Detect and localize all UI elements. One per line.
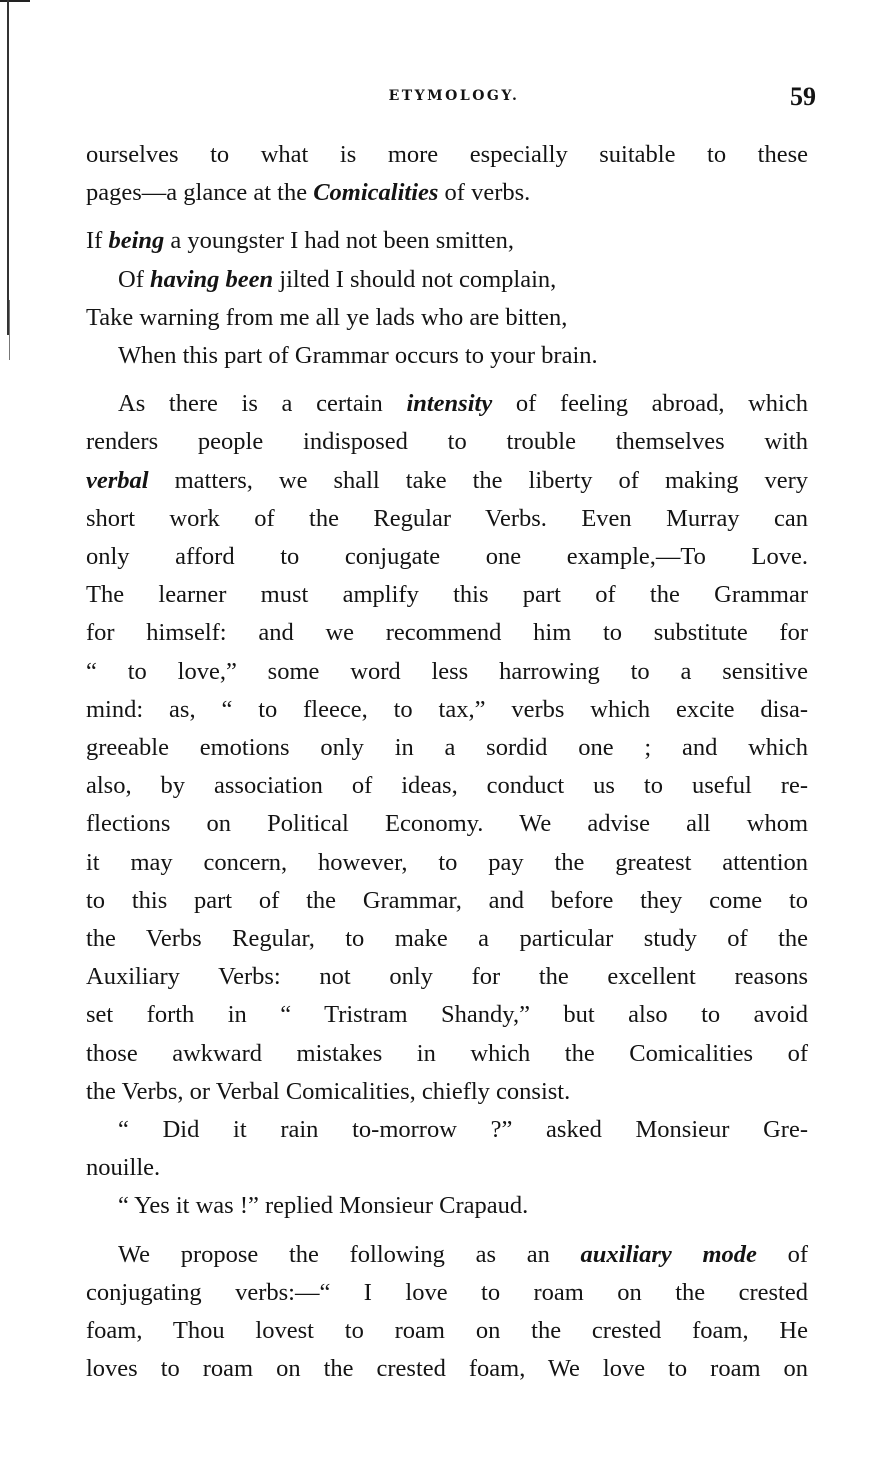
text-line: those awkward mistakes in which the Comicalities of (86, 1039, 808, 1067)
dialogue (86, 1111, 808, 1226)
page-header (88, 82, 820, 122)
text-line: for himself: and we recommend him to substitute for (86, 619, 808, 647)
text-line: the Verbs Regular, to make a particular study of the (86, 925, 808, 953)
scan-edge-left (7, 0, 9, 335)
text-line: “ to love,” some word less harrowing to a sensitive (86, 657, 808, 685)
text-line: conjugating verbs:—“ I love to roam on the crested (86, 1278, 808, 1306)
text-line: We propose the following as an auxiliary mode of (118, 1240, 808, 1268)
text-line: “ Yes it was !” replied Monsieur Crapaud. (118, 1192, 529, 1220)
running-title: ETYMOLOGY. (388, 88, 520, 104)
text-line: short work of the Regular Verbs. Even Murray can (86, 504, 808, 532)
verse-line: When this part of Grammar occurs to your brain. (118, 342, 598, 370)
text-line: The learner must amplify this part of the Grammar (86, 581, 808, 609)
verse (86, 222, 808, 375)
text-line: foam, Thou lovest to roam on the crested foam, He (86, 1317, 808, 1345)
text-line: greeable emotions only in a sordid one ; and which (86, 734, 808, 762)
text-line: to this part of the Grammar, and before they come to (86, 886, 808, 914)
page-number: 59 (790, 82, 816, 111)
text-line: loves to roam on the crested foam, We love to roam on (86, 1355, 808, 1383)
text-line: verbal matters, we shall take the liberty of making very (86, 466, 808, 494)
text-line: renders people indisposed to trouble themselves with (86, 428, 808, 456)
text-line: Auxiliary Verbs: not only for the excellent reasons (86, 963, 808, 991)
scan-edge-left-mark (9, 300, 10, 360)
verse-line: Of having been jilted I should not complain, (118, 265, 557, 293)
text-line: nouille. (86, 1154, 161, 1182)
text-line: the Verbs, or Verbal Comicalities, chiefly consist. (86, 1077, 571, 1105)
scan-edge-top (0, 0, 30, 2)
text-line: “ Did it rain to-morrow ?” asked Monsieur Gre- (118, 1116, 808, 1144)
verse-line: Take warning from me all ye lads who are bitten, (86, 303, 568, 331)
paragraph (86, 1236, 808, 1389)
paragraph (86, 385, 808, 1111)
verse-line: If being a youngster I had not been smitten, (86, 227, 514, 255)
text-line: set forth in “ Tristram Shandy,” but also to avoid (86, 1001, 808, 1029)
page-body (86, 136, 808, 1389)
text-line: pages—a glance at the Comicalities of verbs. (86, 179, 531, 207)
text-line: ourselves to what is more especially suitable to these (86, 141, 808, 168)
text-line: mind: as, “ to fleece, to tax,” verbs which excite disa- (86, 695, 808, 723)
text-line: only afford to conjugate one example,—To Love. (86, 543, 808, 571)
text-line: flections on Political Economy. We advise all whom (86, 810, 808, 838)
text-line: it may concern, however, to pay the greatest attention (86, 848, 808, 876)
text-line: As there is a certain intensity of feeling abroad, which (118, 390, 808, 418)
text-line: also, by association of ideas, conduct us to useful re- (86, 772, 808, 800)
